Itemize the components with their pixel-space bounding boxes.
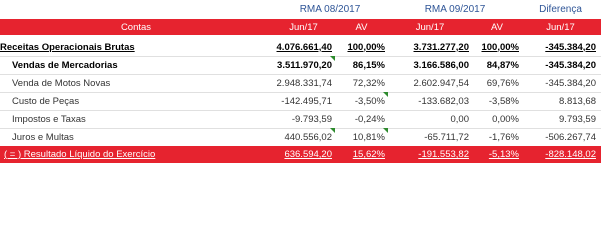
comment-indicator-icon[interactable] — [330, 128, 335, 133]
value-jun1[interactable]: 440.556,02 — [284, 131, 332, 143]
value-av2: -5,13% — [488, 149, 519, 160]
value-jun2[interactable]: -65.711,72 — [424, 131, 469, 143]
cell-jun1[interactable] — [272, 38, 335, 56]
cell-av1[interactable] — [335, 38, 388, 56]
col-header-av-a[interactable]: AV — [355, 21, 368, 33]
row-label-custo-pecas[interactable]: Custo de Peças — [12, 95, 80, 107]
cell-av1[interactable] — [335, 146, 388, 163]
value-dif[interactable]: 8.813,68 — [559, 95, 596, 107]
table-row-resultado-liquido — [0, 146, 601, 163]
cell-av2[interactable] — [472, 146, 522, 163]
value-av1[interactable]: 10,81% — [352, 131, 385, 143]
value-dif[interactable]: 9.793,59 — [559, 113, 596, 125]
comment-indicator-icon[interactable] — [383, 128, 388, 133]
row-label-resultado-liquido: ( = ) Resultado Líquido do Exercício — [4, 149, 156, 160]
table-row-venda-motos — [0, 74, 601, 92]
cell-av2[interactable] — [472, 38, 522, 56]
value-jun2[interactable]: 0,00 — [450, 113, 469, 125]
value-av2: 100,00% — [481, 41, 519, 53]
value-av1[interactable]: -3,50% — [354, 95, 385, 107]
value-av1[interactable]: 72,32% — [352, 77, 385, 89]
value-dif: -345.384,20 — [545, 41, 596, 53]
col-header-av-b[interactable]: AV — [491, 21, 503, 33]
value-jun2[interactable]: 3.166.586,00 — [413, 59, 469, 71]
value-jun1[interactable]: -9.793,59 — [291, 113, 332, 125]
col-header-jun17-b[interactable]: Jun/17 — [415, 21, 445, 33]
group-diferenca[interactable]: Diferença — [539, 4, 582, 15]
table-row-impostos-taxas — [0, 110, 601, 128]
value-dif[interactable]: -506.267,74 — [545, 131, 596, 143]
value-av1[interactable]: 86,15% — [352, 59, 385, 71]
value-jun1: 636.594,20 — [284, 149, 332, 160]
cell-jun2[interactable] — [388, 146, 472, 163]
value-jun1[interactable]: -142.495,71 — [281, 95, 332, 107]
value-av1: 15,62% — [352, 149, 385, 160]
value-av2[interactable]: -1,76% — [488, 131, 519, 143]
col-header-jun17-c[interactable]: Jun/17 — [546, 21, 575, 33]
table-row-custo-pecas — [0, 92, 601, 110]
value-jun1[interactable]: 2.948.331,74 — [276, 77, 332, 89]
value-av1[interactable]: -0,24% — [354, 113, 385, 125]
group-header-row — [0, 0, 601, 19]
value-dif: -828.148,02 — [545, 149, 596, 160]
table-row-receitas — [0, 38, 601, 56]
value-av2[interactable]: 84,87% — [486, 59, 519, 71]
comment-indicator-icon[interactable] — [383, 92, 388, 97]
value-jun2: -191.553,82 — [418, 149, 469, 160]
table-row-juros-multas — [0, 128, 601, 146]
cell-dif[interactable] — [522, 146, 599, 163]
row-label-juros-multas[interactable]: Juros e Multas — [12, 131, 74, 143]
cell-name[interactable] — [0, 146, 272, 163]
value-jun1: 4.076.661,40 — [276, 41, 332, 53]
value-jun2: 3.731.277,20 — [413, 41, 469, 53]
row-label-impostos-taxas[interactable]: Impostos e Taxas — [12, 113, 86, 125]
column-header-row — [0, 19, 601, 35]
value-dif[interactable]: -345.384,20 — [545, 77, 596, 89]
value-av2[interactable]: 69,76% — [486, 77, 519, 89]
row-label-receitas: Receitas Operacionais Brutas — [0, 41, 135, 53]
value-av2[interactable]: -3,58% — [488, 95, 519, 107]
group-rma-082017[interactable]: RMA 08/2017 — [299, 4, 361, 15]
col-header-contas[interactable]: Contas — [120, 21, 152, 33]
value-av2[interactable]: 0,00% — [492, 113, 519, 125]
value-jun1[interactable]: 3.511.970,20 — [277, 59, 332, 71]
row-label-venda-motos[interactable]: Venda de Motos Novas — [12, 77, 111, 89]
cell-jun2[interactable] — [388, 38, 472, 56]
value-jun2[interactable]: 2.602.947,54 — [413, 77, 469, 89]
value-dif[interactable]: -345.384,20 — [545, 59, 596, 71]
comment-indicator-icon[interactable] — [330, 56, 335, 61]
value-av1: 100,00% — [347, 41, 385, 53]
col-header-jun17-a[interactable]: Jun/17 — [289, 21, 318, 33]
row-label-vendas-mercadorias[interactable]: Vendas de Mercadorias — [12, 59, 118, 71]
cell-dif[interactable] — [522, 38, 599, 56]
table-row-vendas-mercadorias — [0, 56, 601, 74]
group-rma-092017[interactable]: RMA 09/2017 — [424, 4, 486, 15]
cell-jun1[interactable] — [272, 146, 335, 163]
cell-name[interactable] — [0, 38, 272, 56]
value-jun2[interactable]: -133.682,03 — [418, 95, 469, 107]
